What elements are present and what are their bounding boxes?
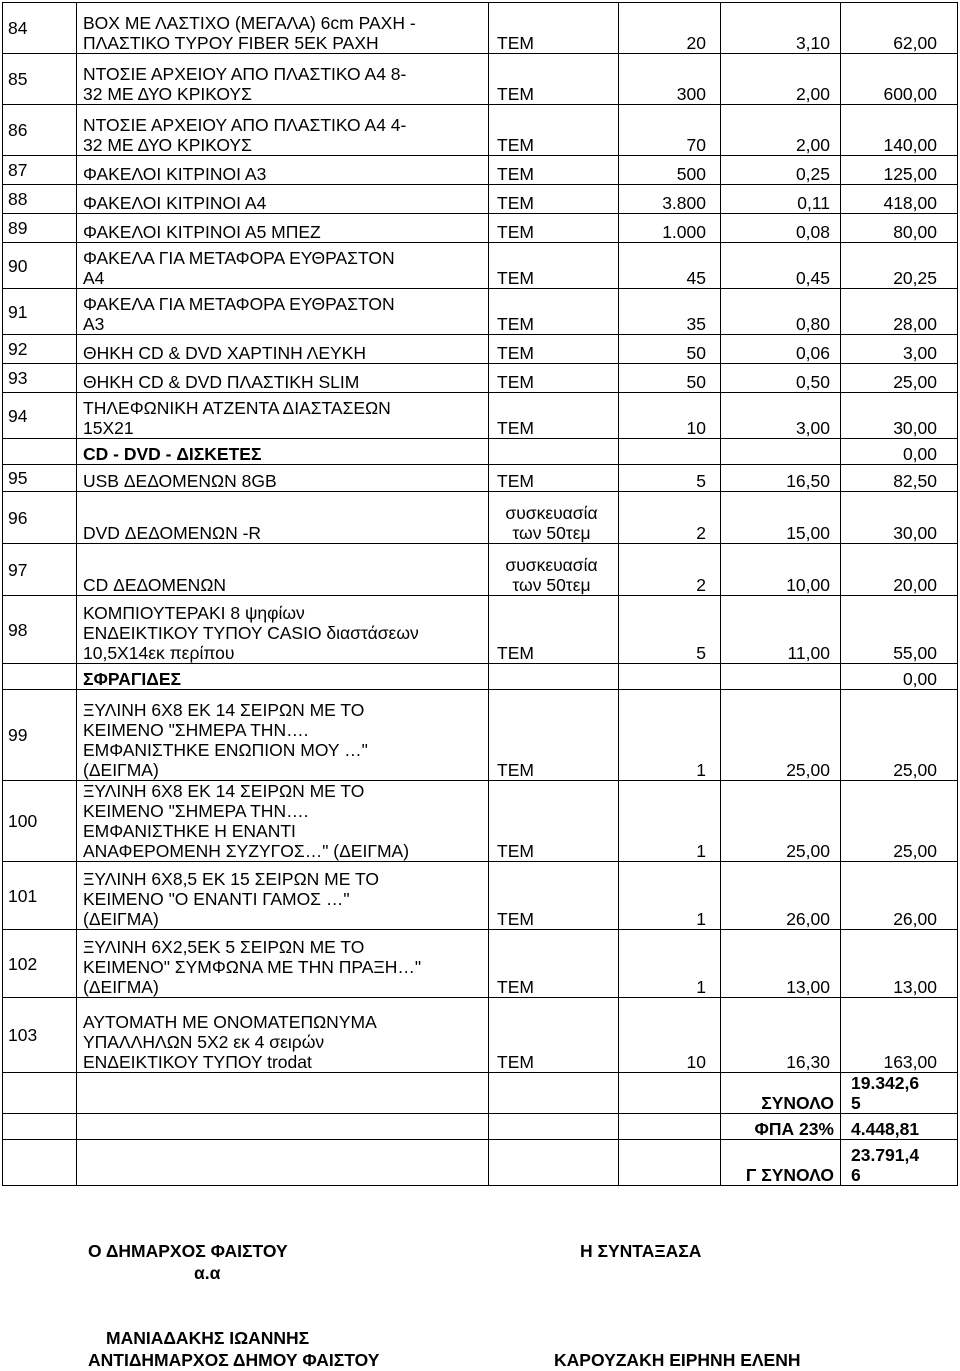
item-unit-price: 0,25 [721, 156, 841, 185]
row-number: 87 [3, 156, 77, 185]
item-quantity: 70 [619, 105, 721, 156]
table-row [3, 596, 958, 664]
table-row [3, 156, 958, 185]
summary-empty-cell [3, 1140, 77, 1186]
item-total: 62,00 [841, 3, 958, 54]
item-unit: ΤΕΜ [489, 335, 619, 364]
summary-row [3, 1073, 958, 1114]
table-row [3, 289, 958, 335]
item-quantity: 1 [619, 862, 721, 930]
item-description: ΘΗΚΗ CD & DVD ΧΑΡΤΙΝΗ ΛΕΥΚΗ [77, 335, 489, 364]
item-quantity: 20 [619, 3, 721, 54]
item-description: ΦΑΚΕΛΟΙ ΚΙΤΡΙΝΟΙ Α3 [77, 156, 489, 185]
table-row [3, 998, 958, 1073]
summary-empty-cell [77, 1114, 489, 1140]
item-description: USB ΔΕΔΟΜΕΝΩΝ 8GB [77, 465, 489, 492]
item-unit-price: 10,00 [721, 544, 841, 596]
row-number: 97 [3, 544, 77, 596]
item-unit-price: 25,00 [721, 781, 841, 862]
item-unit-price: 15,00 [721, 492, 841, 544]
item-description: ΝΤΟΣΙΕ ΑΡΧΕΙΟΥ ΑΠΟ ΠΛΑΣΤΙΚΟ Α4 8- 32 ΜΕ ΔΥΟ ΚΡΙΚΟΥΣ [77, 54, 489, 105]
item-unit-price: 13,00 [721, 930, 841, 998]
item-unit: ΤΕΜ [489, 289, 619, 335]
summary-label: ΣΥΝΟΛΟ [721, 1073, 841, 1114]
item-quantity: 2 [619, 492, 721, 544]
table-row [3, 393, 958, 439]
table-row [3, 465, 958, 492]
table-row [3, 335, 958, 364]
item-total: 0,00 [841, 439, 958, 465]
item-quantity [619, 439, 721, 465]
item-total: 30,00 [841, 492, 958, 544]
item-unit-price: 26,00 [721, 862, 841, 930]
table-row [3, 930, 958, 998]
item-total: 30,00 [841, 393, 958, 439]
item-quantity: 10 [619, 393, 721, 439]
item-total: 125,00 [841, 156, 958, 185]
compiler-title: Η ΣΥΝΤΑΞΑΣΑ [580, 1241, 702, 1261]
row-number: 91 [3, 289, 77, 335]
row-number: 102 [3, 930, 77, 998]
item-total: 28,00 [841, 289, 958, 335]
item-total: 80,00 [841, 214, 958, 243]
row-number: 89 [3, 214, 77, 243]
row-number: 86 [3, 105, 77, 156]
item-quantity: 1 [619, 690, 721, 781]
item-unit: ΤΕΜ [489, 930, 619, 998]
item-quantity: 35 [619, 289, 721, 335]
item-description: DVD ΔΕΔΟΜΕΝΩΝ -R [77, 492, 489, 544]
item-unit-price: 0,08 [721, 214, 841, 243]
item-quantity: 50 [619, 364, 721, 393]
item-unit [489, 439, 619, 465]
table-row [3, 364, 958, 393]
item-description: ΝΤΟΣΙΕ ΑΡΧΕΙΟΥ ΑΠΟ ΠΛΑΣΤΙΚΟ Α4 4- 32 ΜΕ ΔΥΟ ΚΡΙΚΟΥΣ [77, 105, 489, 156]
item-unit: ΤΕΜ [489, 781, 619, 862]
item-total: 82,50 [841, 465, 958, 492]
row-number: 85 [3, 54, 77, 105]
row-number: 88 [3, 185, 77, 214]
item-quantity: 45 [619, 243, 721, 289]
item-description: BOX ΜΕ ΛΑΣΤΙΧΟ (ΜΕΓΑΛΑ) 6cm ΡΑΧΗ - ΠΛΑΣΤΙΚΟ ΤΥΡΟΥ FIBER 5ΕΚ ΡΑΧΗ [77, 3, 489, 54]
item-unit-price: 2,00 [721, 105, 841, 156]
table-row [3, 664, 958, 690]
item-unit: ΤΕΜ [489, 364, 619, 393]
summary-empty-cell [619, 1114, 721, 1140]
item-unit: ΤΕΜ [489, 690, 619, 781]
item-quantity: 5 [619, 596, 721, 664]
item-total: 3,00 [841, 335, 958, 364]
table-row [3, 54, 958, 105]
item-description: CD - DVD - ΔΙΣΚΕΤΕΣ [77, 439, 489, 465]
row-number: 103 [3, 998, 77, 1073]
item-description: ΘΗΚΗ CD & DVD ΠΛΑΣΤΙΚΗ SLIM [77, 364, 489, 393]
item-description: ΦΑΚΕΛΑ ΓΙΑ ΜΕΤΑΦΟΡΑ ΕΥΘΡΑΣΤΟΝ Α4 [77, 243, 489, 289]
item-quantity: 500 [619, 156, 721, 185]
item-unit-price: 11,00 [721, 596, 841, 664]
summary-row [3, 1114, 958, 1140]
item-total: 418,00 [841, 185, 958, 214]
item-description: ΦΑΚΕΛΟΙ ΚΙΤΡΙΝΟΙ Α4 [77, 185, 489, 214]
row-number: 98 [3, 596, 77, 664]
item-total: 163,00 [841, 998, 958, 1073]
item-unit-price: 3,10 [721, 3, 841, 54]
summary-value: 4.448,81 [841, 1114, 958, 1140]
row-number: 90 [3, 243, 77, 289]
item-total: 600,00 [841, 54, 958, 105]
summary-empty-cell [489, 1073, 619, 1114]
table-row [3, 3, 958, 54]
item-description: CD ΔΕΔΟΜΕΝΩΝ [77, 544, 489, 596]
item-quantity: 1 [619, 930, 721, 998]
item-unit-price: 0,45 [721, 243, 841, 289]
price-table [2, 2, 958, 1186]
item-total: 20,25 [841, 243, 958, 289]
summary-label: ΦΠΑ 23% [721, 1114, 841, 1140]
summary-empty-cell [619, 1140, 721, 1186]
item-quantity: 50 [619, 335, 721, 364]
item-unit: ΤΕΜ [489, 105, 619, 156]
summary-empty-cell [489, 1140, 619, 1186]
item-unit-price: 0,80 [721, 289, 841, 335]
item-unit-price: 3,00 [721, 393, 841, 439]
row-number: 100 [3, 781, 77, 862]
row-number: 95 [3, 465, 77, 492]
compiler-name: ΚΑΡΟΥΖΑΚΗ ΕΙΡΗΝΗ ΕΛΕΝΗ [554, 1350, 801, 1370]
item-unit: ΤΕΜ [489, 596, 619, 664]
item-unit: ΤΕΜ [489, 393, 619, 439]
table-row [3, 690, 958, 781]
row-number: 101 [3, 862, 77, 930]
item-description: ΦΑΚΕΛΟΙ ΚΙΤΡΙΝΟΙ Α5 ΜΠΕΖ [77, 214, 489, 243]
summary-empty-cell [3, 1073, 77, 1114]
item-unit-price: 2,00 [721, 54, 841, 105]
table-row [3, 214, 958, 243]
item-unit: ΤΕΜ [489, 862, 619, 930]
deputy-mayor-name: ΜΑΝΙΑΔΑΚΗΣ ΙΩΑΝΝΗΣ [106, 1328, 310, 1348]
item-unit: ΤΕΜ [489, 185, 619, 214]
item-total: 55,00 [841, 596, 958, 664]
mayor-subtitle: α.α [194, 1263, 221, 1283]
item-description: ΑΥΤΟΜΑΤΗ ΜΕ ΟΝΟΜΑΤΕΠΩΝΥΜΑ ΥΠΑΛΛΗΛΩΝ 5Χ2 εκ 4 σειρών ΕΝΔΕΙΚΤΙΚΟΥ ΤΥΠΟΥ trodat [77, 998, 489, 1073]
summary-row [3, 1140, 958, 1186]
row-number: 84 [3, 3, 77, 54]
row-number: 99 [3, 690, 77, 781]
deputy-mayor-role: ΑΝΤΙΔΗΜΑΡΧΟΣ ΔΗΜΟΥ ΦΑΙΣΤΟΥ [88, 1350, 380, 1370]
item-unit-price: 0,06 [721, 335, 841, 364]
item-quantity: 2 [619, 544, 721, 596]
item-unit: ΤΕΜ [489, 465, 619, 492]
row-number: 93 [3, 364, 77, 393]
item-total: 0,00 [841, 664, 958, 690]
item-unit: ΤΕΜ [489, 998, 619, 1073]
row-number [3, 664, 77, 690]
row-number: 94 [3, 393, 77, 439]
summary-empty-cell [619, 1073, 721, 1114]
mayor-title: Ο ΔΗΜΑΡΧΟΣ ΦΑΙΣΤΟΥ [88, 1241, 288, 1261]
summary-value: 23.791,4 6 [841, 1140, 958, 1186]
price-table-body [3, 3, 958, 1186]
item-quantity: 1 [619, 781, 721, 862]
item-description: ΤΗΛΕΦΩΝΙΚΗ ΑΤΖΕΝΤΑ ΔΙΑΣΤΑΣΕΩΝ 15Χ21 [77, 393, 489, 439]
item-quantity: 10 [619, 998, 721, 1073]
summary-empty-cell [77, 1140, 489, 1186]
item-description: ΞΥΛΙΝΗ 6Χ2,5ΕΚ 5 ΣΕΙΡΩΝ ΜΕ ΤΟ ΚΕΙΜΕΝΟ" ΣΥΜΦΩΝΑ ΜΕ ΤΗΝ ΠΡΑΞΗ…" (ΔΕΙΓΜΑ) [77, 930, 489, 998]
item-quantity: 5 [619, 465, 721, 492]
item-quantity: 300 [619, 54, 721, 105]
item-unit: συσκευασία των 50τεμ [489, 492, 619, 544]
table-row [3, 105, 958, 156]
table-row [3, 781, 958, 862]
item-unit-price: 25,00 [721, 690, 841, 781]
item-description: ΞΥΛΙΝΗ 6Χ8 ΕΚ 14 ΣΕΙΡΩΝ ΜΕ ΤΟ ΚΕΙΜΕΝΟ "ΣΗΜΕΡΑ ΤΗΝ…. ΕΜΦΑΝΙΣΤΗΚΕ Η ΕΝΑΝΤΙ ΑΝΑΦΕΡΟΜΕΝΗ ΣΥΖΥΓΟΣ…" (ΔΕΙΓΜΑ) [77, 781, 489, 862]
item-unit-price [721, 439, 841, 465]
item-description: ΞΥΛΙΝΗ 6Χ8 ΕΚ 14 ΣΕΙΡΩΝ ΜΕ ΤΟ ΚΕΙΜΕΝΟ "ΣΗΜΕΡΑ ΤΗΝ…. ΕΜΦΑΝΙΣΤΗΚΕ ΕΝΩΠΙΟΝ ΜΟΥ …" (ΔΕΙΓΜΑ) [77, 690, 489, 781]
table-row [3, 492, 958, 544]
item-total: 140,00 [841, 105, 958, 156]
summary-empty-cell [77, 1073, 489, 1114]
summary-empty-cell [489, 1114, 619, 1140]
item-description: ΦΑΚΕΛΑ ΓΙΑ ΜΕΤΑΦΟΡΑ ΕΥΘΡΑΣΤΟΝ Α3 [77, 289, 489, 335]
table-row [3, 544, 958, 596]
item-unit-price: 16,50 [721, 465, 841, 492]
item-description: ΞΥΛΙΝΗ 6Χ8,5 ΕΚ 15 ΣΕΙΡΩΝ ΜΕ ΤΟ ΚΕΙΜΕΝΟ "Ο ΕΝΑΝΤΙ ΓΑΜΟΣ …" (ΔΕΙΓΜΑ) [77, 862, 489, 930]
item-quantity: 3.800 [619, 185, 721, 214]
item-unit: ΤΕΜ [489, 243, 619, 289]
item-total: 20,00 [841, 544, 958, 596]
item-total: 25,00 [841, 364, 958, 393]
item-unit-price [721, 664, 841, 690]
item-unit: ΤΕΜ [489, 3, 619, 54]
row-number: 92 [3, 335, 77, 364]
item-quantity: 1.000 [619, 214, 721, 243]
item-unit: συσκευασία των 50τεμ [489, 544, 619, 596]
table-row [3, 439, 958, 465]
item-quantity [619, 664, 721, 690]
table-row [3, 185, 958, 214]
item-total: 13,00 [841, 930, 958, 998]
item-unit: ΤΕΜ [489, 156, 619, 185]
item-total: 26,00 [841, 862, 958, 930]
item-unit [489, 664, 619, 690]
summary-label: Γ ΣΥΝΟΛΟ [721, 1140, 841, 1186]
row-number [3, 439, 77, 465]
summary-value: 19.342,6 5 [841, 1073, 958, 1114]
item-total: 25,00 [841, 690, 958, 781]
row-number: 96 [3, 492, 77, 544]
item-unit: ΤΕΜ [489, 214, 619, 243]
item-unit-price: 0,11 [721, 185, 841, 214]
item-unit-price: 16,30 [721, 998, 841, 1073]
item-unit: ΤΕΜ [489, 54, 619, 105]
item-unit-price: 0,50 [721, 364, 841, 393]
summary-empty-cell [3, 1114, 77, 1140]
item-description: ΣΦΡΑΓΙΔΕΣ [77, 664, 489, 690]
item-description: ΚΟΜΠΙΟΥΤΕΡΑΚΙ 8 ψηφίων ΕΝΔΕΙΚΤΙΚΟΥ ΤΥΠΟΥ CASIO διαστάσεων 10,5Χ14εκ περίπου [77, 596, 489, 664]
table-row [3, 862, 958, 930]
item-total: 25,00 [841, 781, 958, 862]
table-row [3, 243, 958, 289]
